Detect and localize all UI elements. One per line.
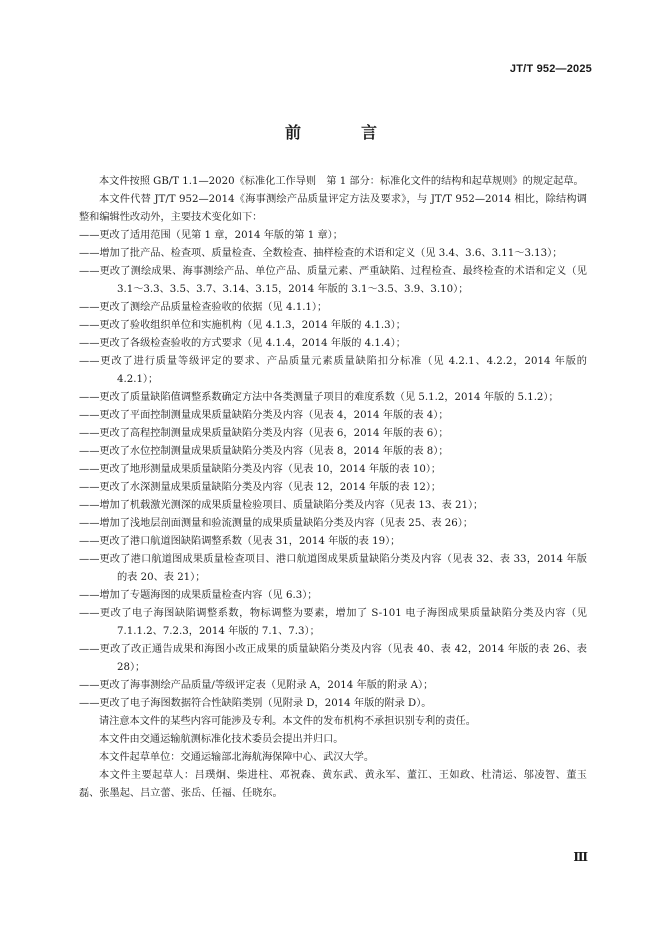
change-item: ——更改了电子海图数据符合性缺陷类别（见附录 D，2014 年版的附录 D）。: [79, 698, 432, 709]
change-item: ——更改了测绘成果、海事测绘产品、单位产品、质量元素、严重缺陷、过程检查、最终检查的术语和定义（见 3.1～3.3、3.5、3.7、3.14、3.15，2014 年版的 3.1～3.5、3.9、3.10）；: [79, 266, 587, 295]
change-item: ——增加了浅地层剖面测量和验流测量的成果质量缺陷分类及内容（见表 25、表 26）；: [79, 518, 474, 529]
drafting-units: 本文件起草单位：交通运输部北海航海保障中心、武汉大学。: [99, 752, 375, 763]
change-item: ——更改了测绘产品质量检查验收的依据（见 4.1.1）；: [79, 302, 328, 313]
change-item: ——更改了改正通告成果和海图小改正成果的质量缺陷分类及内容（见表 40、表 42，2014 年版的表 26、表 28）；: [79, 644, 587, 673]
intro-paragraph: 本文件按照 GB/T 1.1—2020《标准化工作导则 第 1 部分：标准化文件的结构和起草规则》的规定起草。: [99, 176, 584, 187]
changes-list: [79, 227, 587, 713]
standard-code: JT/T 952—2025: [509, 63, 592, 75]
change-item: ——更改了水深测量成果质量缺陷分类及内容（见表 12，2014 年版的表 12）；: [79, 482, 442, 493]
change-item: ——更改了进行质量等级评定的要求、产品质量元素质量缺陷扣分标准（见 4.2.1、4.2.2，2014 年版的 4.2.1）；: [79, 356, 587, 385]
change-item: ——更改了港口航道图成果质量检查项目、港口航道图成果质量缺陷分类及内容（见表 32、表 33，2014 年版的表 20、表 21）；: [79, 554, 587, 583]
change-item: ——增加了专题海图的成果质量检查内容（见 6.3）；: [79, 590, 318, 601]
change-item: ——更改了各级检查验收的方式要求（见 4.1.4，2014 年版的 4.1.4）；: [79, 338, 406, 349]
change-item: ——更改了平面控制测量成果质量缺陷分类及内容（见表 4，2014 年版的表 4）；: [79, 410, 449, 421]
change-item: ——更改了高程控制测量成果质量缺陷分类及内容（见表 6，2014 年版的表 6）；: [79, 428, 449, 439]
change-item: ——更改了电子海图缺陷调整系数，物标调整为要素，增加了 S-101 电子海图成果质量缺陷分类及内容（见 7.1.1.2、7.2.3，2014 年版的 7.1、7.3）；: [79, 608, 587, 637]
change-item: ——更改了质量缺陷值调整系数确定方法中各类测量子项目的难度系数（见 5.1.2，2014 年版的 5.1.2）；: [79, 392, 559, 403]
page-number: Ⅲ: [573, 850, 588, 864]
change-item: ——更改了验收组织单位和实施机构（见 4.1.3，2014 年版的 4.1.3）；: [79, 320, 406, 331]
change-item: ——增加了批产品、检查项、质量检查、全数检查、抽样检查的术语和定义（见 3.4、3.6、3.11～3.13）；: [79, 248, 563, 259]
patent-notice: 请注意本文件的某些内容可能涉及专利。本文件的发布机构不承担识别专利的责任。: [99, 716, 476, 727]
foreword-body: [79, 173, 587, 803]
drafters-list: 本文件主要起草人：吕璞炯、柴进柱、邓祝森、黄东武、黄永军、董江、王如政、杜清运、邬凌智、董玉磊、张墨起、吕立蕾、张岳、任福、任晓东。: [79, 770, 587, 799]
proposer-statement: 本文件由交通运输航测标准化技术委员会提出并归口。: [99, 734, 344, 745]
page-title: 前 言: [284, 123, 399, 142]
change-item: ——增加了机载激光测深的成果质量检验项目、质量缺陷分类及内容（见表 13、表 21）；: [79, 500, 484, 511]
change-item: ——更改了水位控制测量成果质量缺陷分类及内容（见表 8，2014 年版的表 8）；: [79, 446, 449, 457]
change-item: ——更改了地形测量成果质量缺陷分类及内容（见表 10，2014 年版的表 10）；: [79, 464, 442, 475]
change-item: ——更改了适用范围（见第 1 章，2014 年版的第 1 章）；: [79, 230, 343, 241]
intro-paragraph: 本文件代替 JT/T 952—2014《海事测绘产品质量评定方法及要求》，与 JT/T 952—2014 相比，除结构调整和编辑性改动外，主要技术变化如下：: [79, 194, 587, 223]
change-item: ——更改了港口航道图缺陷调整系数（见表 31，2014 年版的表 19）；: [79, 536, 401, 547]
change-item: ——更改了海事测绘产品质量/等级评定表（见附录 A，2014 年版的附录 A）；: [79, 680, 434, 691]
